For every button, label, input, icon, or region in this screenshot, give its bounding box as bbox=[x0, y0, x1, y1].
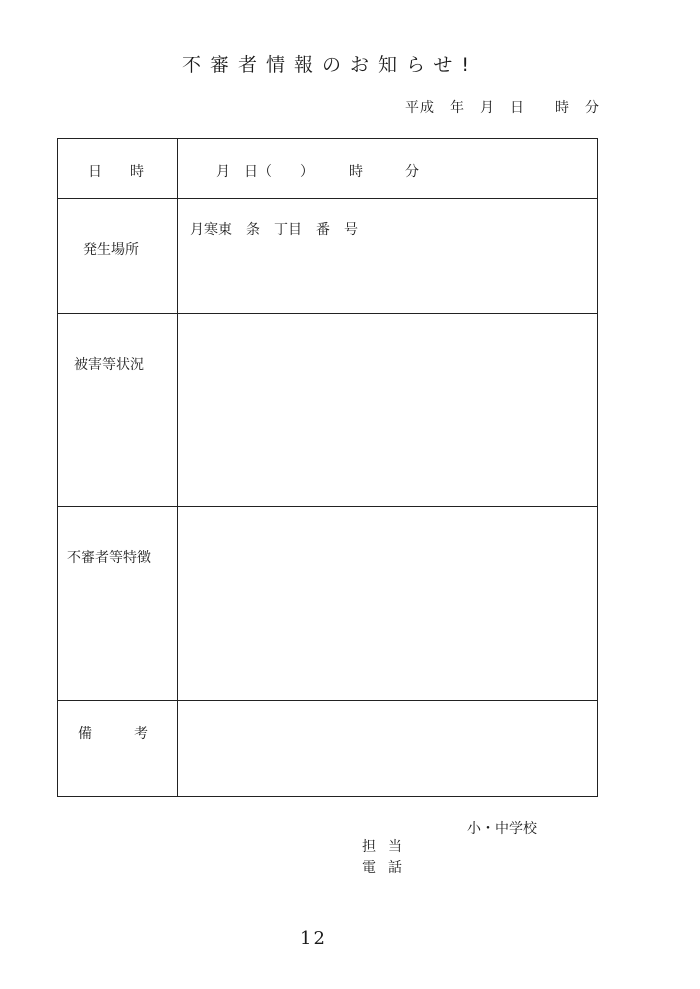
form-row-suspect bbox=[58, 507, 597, 701]
date-line: 平成 年 月 日 時 分 bbox=[405, 100, 600, 116]
phone-label: 電話 bbox=[362, 860, 414, 876]
value-cell[interactable] bbox=[178, 199, 597, 313]
value-cell[interactable] bbox=[178, 701, 597, 796]
form-row-datetime bbox=[58, 139, 597, 199]
label-cell bbox=[58, 701, 178, 796]
value-cell[interactable] bbox=[178, 507, 597, 700]
value-cell[interactable] bbox=[178, 139, 597, 198]
label-damage: 被害等状況 bbox=[74, 357, 144, 373]
form-row-remarks bbox=[58, 701, 597, 796]
form-row-location bbox=[58, 199, 597, 314]
label-location: 発生場所 bbox=[83, 242, 139, 258]
label-cell bbox=[58, 507, 178, 700]
label-suspect: 不審者等特徴 bbox=[67, 550, 151, 566]
page-title: 不審者情報のお知らせ! bbox=[181, 54, 479, 76]
label-datetime: 日 時 bbox=[88, 164, 144, 180]
person-in-charge-label: 担当 bbox=[362, 839, 414, 855]
value-cell[interactable] bbox=[178, 314, 597, 506]
page-number: 12 bbox=[300, 928, 327, 949]
value-datetime: 月 日（ ） 時 分 bbox=[216, 164, 419, 180]
value-location: 月寒東 条 丁目 番 号 bbox=[190, 222, 358, 238]
label-remarks: 備 考 bbox=[78, 726, 148, 742]
form-row-damage bbox=[58, 314, 597, 507]
label-cell bbox=[58, 199, 178, 313]
label-cell bbox=[58, 314, 178, 506]
school-name: 小・中学校 bbox=[467, 821, 537, 837]
label-cell bbox=[58, 139, 178, 198]
incident-form bbox=[57, 138, 598, 797]
